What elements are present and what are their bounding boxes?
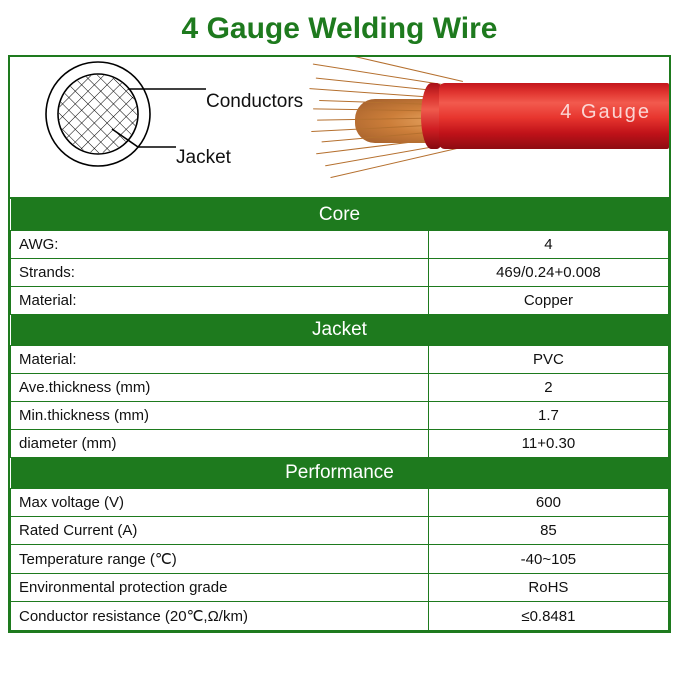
row-value: 11+0.30	[428, 430, 668, 458]
specs-table	[10, 199, 669, 631]
row-value: -40~105	[428, 545, 668, 574]
row-label: Material:	[11, 346, 429, 374]
table-row	[11, 602, 669, 631]
row-value: 469/0.24+0.008	[428, 259, 668, 287]
table-row	[11, 489, 669, 517]
row-label: Material:	[11, 287, 429, 315]
section-header-jacket	[11, 315, 669, 346]
cross-section-icon	[18, 59, 218, 191]
table-row	[11, 231, 669, 259]
section-header-performance	[11, 458, 669, 489]
row-label: Strands:	[11, 259, 429, 287]
row-value: 2	[428, 374, 668, 402]
row-value: ≤0.8481	[428, 602, 668, 631]
row-label: AWG:	[11, 231, 429, 259]
table-row	[11, 287, 669, 315]
diagram-panel	[10, 57, 669, 199]
row-label: Temperature range (℃)	[11, 545, 429, 574]
page-title: 4 Gauge Welding Wire	[181, 12, 498, 45]
spec-box	[8, 55, 671, 633]
table-row	[11, 430, 669, 458]
table-row	[11, 402, 669, 430]
row-label: Conductor resistance (20℃,Ω/km)	[11, 602, 429, 631]
table-row	[11, 374, 669, 402]
table-row	[11, 545, 669, 574]
label-jacket: Jacket	[176, 147, 231, 168]
table-row	[11, 517, 669, 545]
row-label: Ave.thickness (mm)	[11, 374, 429, 402]
row-label: Rated Current (A)	[11, 517, 429, 545]
row-value: 85	[428, 517, 668, 545]
row-label: Max voltage (V)	[11, 489, 429, 517]
table-row	[11, 574, 669, 602]
table-row	[11, 346, 669, 374]
row-value: 600	[428, 489, 668, 517]
section-header-core	[11, 200, 669, 231]
label-conductors: Conductors	[206, 91, 304, 112]
row-label: Min.thickness (mm)	[11, 402, 429, 430]
row-label: diameter (mm)	[11, 430, 429, 458]
section-title: Core	[11, 200, 669, 231]
wire-photo	[309, 71, 669, 171]
row-value: PVC	[428, 346, 668, 374]
row-value: 1.7	[428, 402, 668, 430]
section-title: Performance	[11, 458, 669, 489]
row-value: 4	[428, 231, 668, 259]
section-title: Jacket	[11, 315, 669, 346]
wire-print-text: 4 Gauge	[560, 101, 651, 123]
table-row	[11, 259, 669, 287]
row-value: RoHS	[428, 574, 668, 602]
row-value: Copper	[428, 287, 668, 315]
row-label: Environmental protection grade	[11, 574, 429, 602]
